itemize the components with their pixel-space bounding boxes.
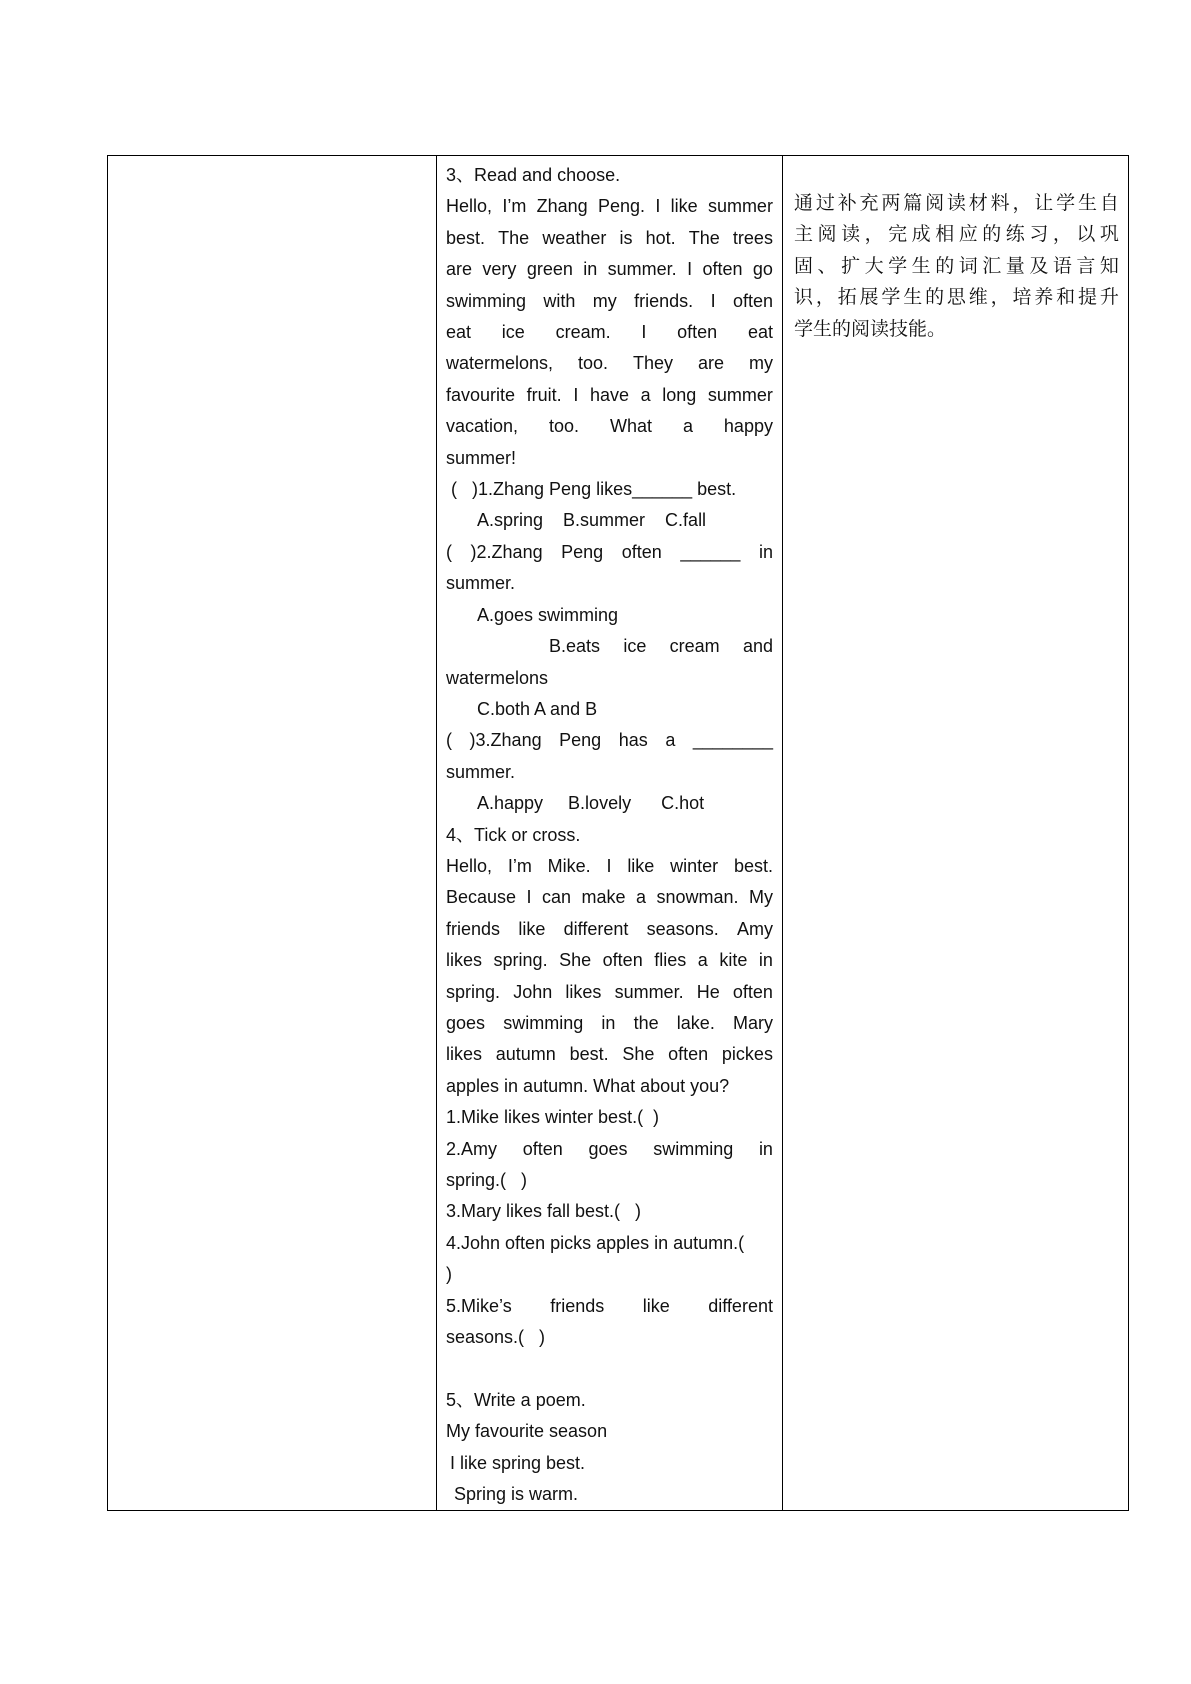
word: go — [752, 259, 773, 280]
word: ， — [1012, 192, 1032, 214]
word: weather — [542, 227, 607, 248]
word: a — [682, 416, 693, 437]
word: 大 — [864, 254, 884, 277]
word: often — [732, 981, 773, 1002]
word: pickes — [721, 1044, 773, 1065]
word: very — [482, 259, 517, 280]
word: I — [655, 196, 661, 217]
word: a — [665, 730, 676, 751]
word: have — [589, 384, 629, 405]
word: 语 — [1052, 254, 1072, 277]
word: swimming — [446, 290, 527, 311]
word: ________ — [692, 730, 773, 751]
word: eat — [446, 322, 472, 343]
word: fruit. — [526, 384, 562, 405]
passage-line — [446, 1008, 773, 1039]
question-2-option-b — [446, 631, 773, 662]
word: 巩 — [1099, 223, 1119, 246]
word: 主 — [794, 223, 814, 246]
word: 料 — [990, 192, 1010, 214]
section-heading: 3、Read and choose. — [446, 165, 621, 185]
teaching-note-cell — [783, 156, 1129, 1511]
question-3 — [446, 725, 773, 756]
word: Hello, — [446, 196, 493, 217]
word: often — [602, 950, 643, 971]
word: ( — [446, 541, 452, 562]
exercise-cell — [437, 156, 783, 1511]
word: seasons. — [646, 918, 719, 939]
passage-line — [446, 223, 773, 254]
word: I’m — [507, 855, 532, 876]
word: in — [758, 1138, 773, 1159]
statement-3: 3.Mary likes fall best.( ) — [446, 1201, 642, 1222]
word: are — [446, 259, 473, 280]
word: I — [526, 887, 532, 908]
word: goes — [446, 1012, 486, 1033]
word: happy — [723, 416, 773, 437]
word: 思 — [946, 286, 966, 309]
word: 生 — [903, 286, 923, 309]
word: I — [641, 322, 647, 343]
word: in — [601, 1012, 616, 1033]
word: trees — [732, 227, 773, 248]
word: and — [742, 636, 773, 657]
word: I’m — [502, 196, 527, 217]
word: Peng. — [597, 196, 646, 217]
word: 知 — [1099, 254, 1119, 277]
question-1-options: A.spring B.summer C.fall — [477, 510, 707, 531]
word: friends — [446, 918, 501, 939]
word: best. — [569, 1044, 609, 1065]
word: a — [640, 384, 651, 405]
word: long — [662, 384, 697, 405]
word: 完 — [888, 223, 908, 246]
passage-line — [446, 348, 773, 379]
question-3-continued: summer. — [446, 761, 516, 782]
word: in — [583, 259, 598, 280]
word: can — [542, 887, 572, 908]
word: 言 — [1076, 254, 1096, 277]
word: ， — [864, 223, 884, 246]
word: Mike. — [547, 855, 591, 876]
word: hot. — [645, 227, 676, 248]
word: swimming — [653, 1138, 734, 1159]
word: 补 — [837, 192, 857, 214]
poem-line: Spring is warm. — [454, 1484, 579, 1505]
word: ______ — [680, 541, 741, 562]
statement-5 — [446, 1291, 773, 1322]
word: 学 — [1056, 192, 1076, 214]
word: 汇 — [982, 254, 1002, 277]
passage-line — [446, 317, 773, 348]
word: She — [622, 1044, 655, 1065]
word: vacation, — [446, 416, 519, 437]
word: 提 — [1077, 286, 1097, 309]
word: like — [670, 196, 698, 217]
word: spring. — [446, 981, 501, 1002]
word: 5.Mike’s — [446, 1295, 512, 1316]
statement-4: 4.John often picks apples in autumn.( — [446, 1232, 745, 1253]
word: kite — [719, 950, 748, 971]
word: the — [633, 1012, 659, 1033]
reading-passage — [446, 851, 773, 1102]
section-heading: 5、Write a poem. — [446, 1389, 586, 1410]
word: like — [627, 855, 655, 876]
word: They — [633, 353, 674, 374]
section-heading: 4、Tick or cross. — [446, 824, 581, 845]
word: 的 — [935, 254, 955, 277]
word: Peng — [561, 541, 604, 562]
statement-5-continued: seasons.( ) — [446, 1327, 546, 1348]
passage-line — [446, 254, 773, 285]
word: often — [621, 541, 662, 562]
word: 学 — [881, 286, 901, 309]
passage-line — [446, 411, 773, 442]
passage-line — [446, 945, 773, 976]
word: 及 — [1029, 254, 1049, 277]
word: eat — [747, 322, 773, 343]
word: The — [498, 227, 530, 248]
word: 2.Amy — [446, 1138, 498, 1159]
word: has — [618, 730, 648, 751]
word: 识 — [794, 286, 814, 309]
word: 成 — [911, 223, 931, 246]
word: a — [636, 887, 647, 908]
passage-line — [446, 1039, 773, 1070]
word: my — [749, 353, 773, 374]
question-2-continued: summer. — [446, 573, 516, 594]
word: She — [559, 950, 592, 971]
word: swimming — [503, 1012, 584, 1033]
question-3-options: A.happy B.lovely C.hot — [477, 793, 705, 814]
word: in — [758, 950, 773, 971]
word: friends — [550, 1295, 605, 1316]
word: 材 — [968, 192, 988, 214]
word: autumn — [495, 1044, 556, 1065]
passage-line — [446, 882, 773, 913]
word: 、 — [817, 254, 837, 277]
passage-line — [446, 380, 773, 411]
word: 的 — [925, 286, 945, 309]
word: friends. — [634, 290, 694, 311]
word: like — [518, 918, 546, 939]
word: too. — [549, 416, 580, 437]
question-2 — [446, 537, 773, 568]
word: 拓 — [837, 286, 857, 309]
word: B.eats — [549, 636, 601, 657]
passage-line — [446, 914, 773, 945]
poem-line: I like spring best. — [450, 1452, 586, 1473]
question-1: ( )1.Zhang Peng likes______ best. — [446, 479, 737, 500]
word: 量 — [1005, 254, 1025, 277]
word: often — [732, 290, 773, 311]
passage-line: apples in autumn. What about you? — [446, 1075, 730, 1096]
word: summer. — [614, 981, 684, 1002]
poem-title: My favourite season — [446, 1421, 608, 1442]
question-2-option-b-continued: watermelons — [446, 667, 549, 688]
word: summer. — [607, 259, 677, 280]
word: ， — [1052, 223, 1072, 246]
word: 展 — [859, 286, 879, 309]
word: 阅 — [925, 192, 945, 214]
word: flies — [654, 950, 687, 971]
word: John — [513, 981, 553, 1002]
word: 生 — [911, 254, 931, 277]
word: summer — [707, 384, 773, 405]
word: 习 — [1029, 223, 1049, 246]
word: Amy — [737, 918, 773, 939]
word: green — [526, 259, 573, 280]
word: 的 — [982, 223, 1002, 246]
note-line — [794, 282, 1119, 313]
word: 读 — [946, 192, 966, 214]
note-line — [794, 188, 1119, 219]
word: watermelons, — [446, 353, 554, 374]
word: The — [688, 227, 720, 248]
word: 学 — [888, 254, 908, 277]
word: 培 — [1012, 286, 1032, 309]
word: best. — [446, 227, 486, 248]
note-line — [794, 219, 1119, 250]
word: make — [581, 887, 626, 908]
word: likes — [446, 1044, 483, 1065]
word: 养 — [1034, 286, 1054, 309]
word: 维 — [968, 286, 988, 309]
word: often — [668, 1044, 709, 1065]
word: 应 — [958, 223, 978, 246]
note-line — [794, 251, 1119, 282]
word: )3.Zhang — [469, 730, 542, 751]
word: goes — [588, 1138, 628, 1159]
word: 阅 — [817, 223, 837, 246]
word: different — [563, 918, 629, 939]
word: What — [609, 416, 652, 437]
word: my — [592, 290, 617, 311]
word: I — [710, 290, 716, 311]
word: snowman. — [656, 887, 739, 908]
word: likes — [446, 950, 483, 971]
word: 生 — [1077, 192, 1097, 214]
word: Zhang — [536, 196, 588, 217]
statement-4-continued: ) — [446, 1264, 452, 1285]
word: Peng — [559, 730, 602, 751]
empty-cell — [108, 156, 437, 1511]
word: winter — [670, 855, 719, 876]
statement-1: 1.Mike likes winter best.( ) — [446, 1107, 660, 1128]
word: spring. — [493, 950, 548, 971]
lesson-table — [107, 155, 1129, 1511]
word: My — [749, 887, 773, 908]
word: is — [619, 227, 633, 248]
word: cream — [669, 636, 720, 657]
word: 相 — [935, 223, 955, 246]
word: best. — [733, 855, 773, 876]
statement-2-continued: spring.( ) — [446, 1170, 528, 1190]
word: lake. — [676, 1012, 715, 1033]
word: often — [522, 1138, 563, 1159]
word: Mary — [733, 1012, 773, 1033]
passage-line — [446, 286, 773, 317]
word: with — [543, 290, 576, 311]
word: likes — [565, 981, 602, 1002]
word: often — [702, 259, 743, 280]
blank-line — [446, 1353, 773, 1384]
word: 让 — [1034, 192, 1054, 214]
word: 练 — [1005, 223, 1025, 246]
question-2-option-c: C.both A and B — [477, 698, 598, 719]
word: like — [642, 1295, 670, 1316]
word: in — [758, 541, 773, 562]
word: ， — [990, 286, 1010, 309]
word: different — [708, 1295, 773, 1316]
reading-passage — [446, 191, 773, 474]
word: Because — [446, 887, 517, 908]
word: 过 — [815, 192, 835, 214]
word: 和 — [1056, 286, 1076, 309]
table-row — [108, 156, 1129, 1511]
word: ， — [815, 286, 835, 309]
word: Hello, — [446, 855, 493, 876]
word: I — [687, 259, 693, 280]
word: 充 — [859, 192, 879, 214]
word: favourite — [446, 384, 516, 405]
word: 固 — [794, 254, 814, 277]
word: )2.Zhang — [470, 541, 543, 562]
word: cream. — [555, 322, 611, 343]
passage-line: summer! — [446, 447, 517, 468]
question-2-option-a: A.goes swimming — [477, 604, 619, 625]
word: 通 — [794, 192, 814, 214]
word: ice — [623, 636, 647, 657]
word: 篇 — [903, 192, 923, 214]
word: 扩 — [841, 254, 861, 277]
note-line: 学生的阅读技能。 — [794, 317, 947, 340]
word: 自 — [1099, 192, 1119, 214]
word: are — [698, 353, 725, 374]
word: 升 — [1099, 286, 1119, 309]
word: 读 — [841, 223, 861, 246]
statement-2 — [446, 1134, 773, 1165]
passage-line — [446, 851, 773, 882]
word: 两 — [881, 192, 901, 214]
word: I — [606, 855, 612, 876]
word: He — [696, 981, 720, 1002]
word: 词 — [958, 254, 978, 277]
word: ( — [446, 730, 452, 751]
word: a — [697, 950, 708, 971]
word: 以 — [1076, 223, 1096, 246]
word: I — [573, 384, 579, 405]
word: summer — [707, 196, 773, 217]
word: often — [677, 322, 718, 343]
word: too. — [578, 353, 609, 374]
passage-line — [446, 191, 773, 222]
passage-line — [446, 977, 773, 1008]
word: ice — [501, 322, 525, 343]
